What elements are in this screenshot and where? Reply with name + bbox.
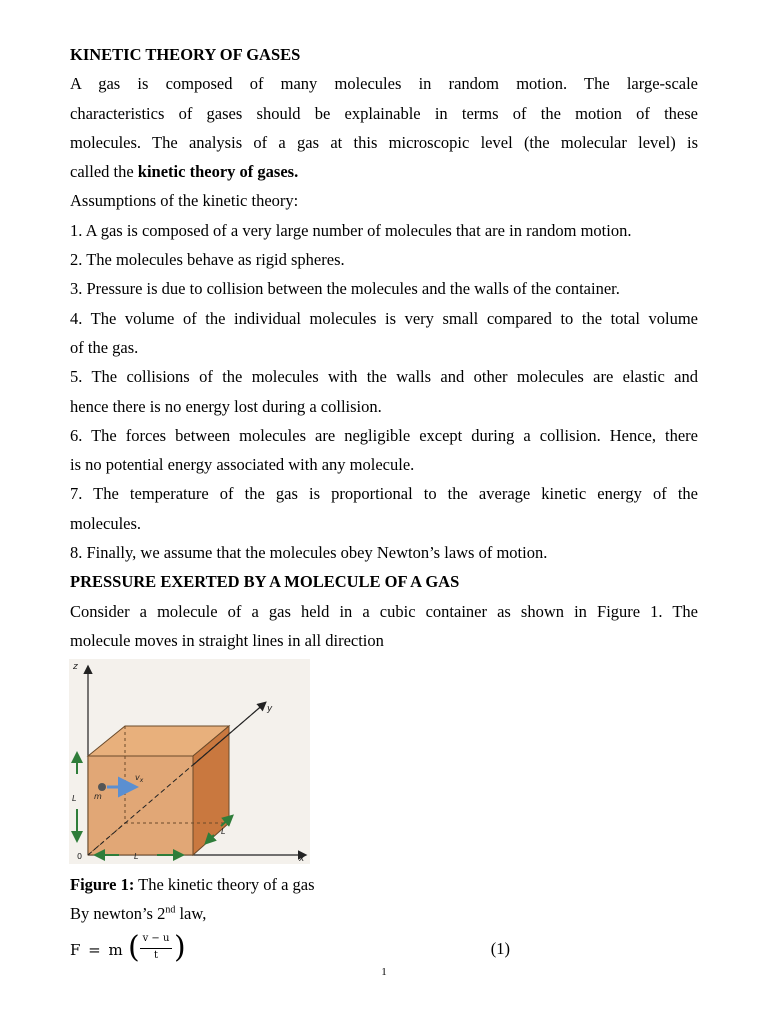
assumption-6-line-2: is no potential energy associated with any molecule.	[70, 455, 415, 475]
assumption-7-line-2: molecules.	[70, 513, 142, 533]
newton-suffix: law,	[175, 904, 207, 923]
assumption-1: 1. A gas is composed of a very large number of molecules that are in random motion.	[70, 220, 632, 240]
x-label: x	[299, 854, 305, 864]
assumption-6-line-1: 6. The forces between molecules are negligible except during a collision. Hence, there	[70, 425, 698, 445]
assumption-4-line-2: of the gas.	[70, 337, 139, 357]
velocity-label-sub: x	[139, 777, 144, 784]
equation-paren-open: (	[128, 930, 140, 965]
assumptions-heading: Assumptions of the kinetic theory:	[70, 191, 299, 211]
z-label: z	[73, 662, 78, 672]
figure-caption	[70, 870, 315, 899]
equation-numerator: v − u	[142, 933, 170, 944]
height-L-label: L	[72, 794, 77, 803]
section-title: PRESSURE EXERTED BY A MOLECULE OF A GAS	[70, 572, 460, 592]
depth-L-label: L	[221, 827, 226, 836]
section-line-2: molecule moves in straight lines in all direction	[70, 630, 384, 650]
assumption-8: 8. Finally, we assume that the molecules obey Newton’s laws of motion.	[70, 543, 548, 563]
assumption-7-line-1: 7. The temperature of the gas is proportional to the average kinetic energy of the	[70, 484, 698, 504]
cube-diagram	[69, 659, 310, 864]
width-L-label: L	[134, 852, 139, 861]
assumption-2: 2. The molecules behave as rigid spheres.	[70, 250, 345, 270]
velocity-label-v: v	[135, 773, 140, 782]
assumption-5-line-1: 5. The collisions of the molecules with the walls and other molecules are elastic and	[70, 367, 698, 387]
equation-lhs: F = m	[70, 941, 123, 959]
y-label: y	[267, 704, 273, 714]
newton-law-line	[70, 899, 206, 928]
intro-line-4-prefix: called the	[70, 162, 138, 182]
document-body	[70, 40, 698, 655]
newton-sup: nd	[165, 904, 176, 916]
equation-number: (1)	[490, 939, 510, 958]
caption-text: The kinetic theory of a gas	[134, 875, 315, 894]
molecule	[98, 783, 106, 791]
intro-line-4	[70, 157, 698, 186]
equation-fraction-bar	[140, 948, 172, 949]
intro-line-4-bold: kinetic theory of gases.	[137, 162, 299, 182]
cube-front-face	[88, 756, 193, 855]
caption-label: Figure 1:	[70, 875, 135, 894]
equation-denominator: t	[153, 950, 159, 961]
intro-line-3: molecules. The analysis of a gas at this microscopic level (the molecular level) is	[70, 132, 698, 152]
assumption-5-line-2: hence there is no energy lost during a collision.	[70, 396, 382, 416]
page-title: KINETIC THEORY OF GASES	[70, 45, 301, 64]
assumption-3: 3. Pressure is due to collision between the molecules and the walls of the container.	[70, 279, 620, 299]
equation-paren-close: )	[174, 930, 186, 965]
section-line-1: Consider a molecule of a gas held in a cubic container as shown in Figure 1. The	[70, 601, 698, 621]
newton-prefix: By newton’s 2	[70, 904, 166, 923]
cube-figure	[69, 659, 310, 864]
assumption-4-line-1: 4. The volume of the individual molecules is very small compared to the total volume	[70, 308, 698, 328]
mass-label: m	[94, 792, 102, 801]
intro-line-2: characteristics of gases should be explainable in terms of the motion of these	[70, 103, 698, 123]
intro-line-1: A gas is composed of many molecules in random motion. The large-scale	[70, 74, 698, 94]
origin-label: 0	[77, 852, 83, 861]
equation-1	[70, 930, 510, 967]
page-number: 1	[381, 966, 387, 978]
